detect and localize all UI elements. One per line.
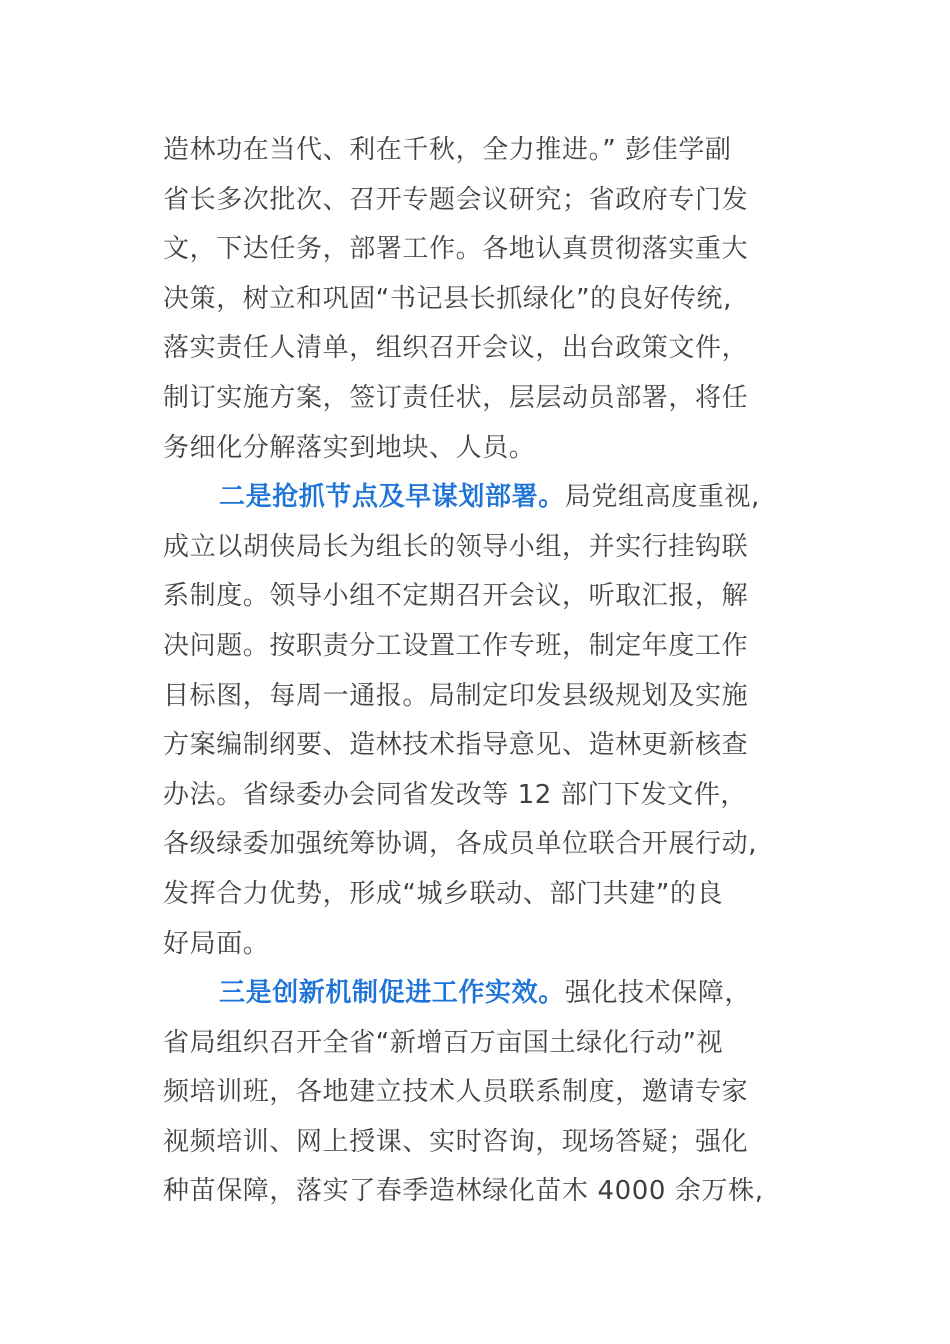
text-line: 系制度。领导小组不定期召开会议，听取汇报，解 (163, 581, 749, 612)
text-line: 方案编制纲要、造林技术指导意见、造林更新核查 (163, 730, 749, 761)
text-line: 各级绿委加强统筹协调，各成员单位联合开展行动, (163, 829, 758, 860)
paragraph-1 (163, 126, 803, 473)
text-line: 成立以胡侠局长为组长的领导小组，并实行挂钩联 (163, 531, 749, 562)
text-line: 务细化分解落实到地块、人员。 (163, 432, 536, 463)
text-line: 好局面。 (163, 928, 270, 959)
paragraph-text: 局党组高度重视, (564, 482, 760, 513)
text-line: 制订实施方案，签订责任状，层层动员部署，将任 (163, 382, 749, 413)
text-line: 办法。省绿委办会同省发改等 12 部门下发文件， (163, 779, 748, 810)
text-line: 落实责任人清单，组织召开会议，出台政策文件， (163, 333, 749, 364)
paragraph-2 (163, 473, 803, 969)
paragraph-heading: 二是抢抓节点及早谋划部署。 (219, 482, 565, 513)
text-line: 目标图，每周一通报。局制定印发县级规划及实施 (163, 680, 749, 711)
text-line: 省局组织召开全省“新增百万亩国土绿化行动”视 (163, 1027, 724, 1058)
document-body (163, 126, 803, 1217)
text-line: 省长多次批次、召开专题会议研究；省政府专门发 (163, 184, 749, 215)
text-line: 造林功在当代、利在千秋，全力推进。” 彭佳学副 (163, 135, 732, 165)
paragraph-text: 强化技术保障， (564, 978, 752, 1009)
text-line: 决问题。按职责分工设置工作专班，制定年度工作 (163, 630, 749, 661)
paragraph-heading: 三是创新机制促进工作实效。 (219, 978, 565, 1009)
text-line: 视频培训、网上授课、实时咨询，现场答疑；强化 (163, 1126, 749, 1157)
text-line: 决策，树立和巩固“书记县长抓绿化”的良好传统, (163, 283, 733, 314)
text-line: 频培训班，各地建立技术人员联系制度，邀请专家 (163, 1077, 749, 1108)
text-line: 文，下达任务，部署工作。各地认真贯彻落实重大 (163, 234, 749, 265)
text-line: 种苗保障，落实了春季造林绿化苗木 4000 余万株, (163, 1176, 764, 1207)
paragraph-3 (163, 969, 803, 1217)
text-line-first (163, 473, 803, 523)
text-line-first (163, 969, 803, 1019)
text-line: 发挥合力优势，形成“城乡联动、部门共建”的良 (163, 878, 724, 909)
